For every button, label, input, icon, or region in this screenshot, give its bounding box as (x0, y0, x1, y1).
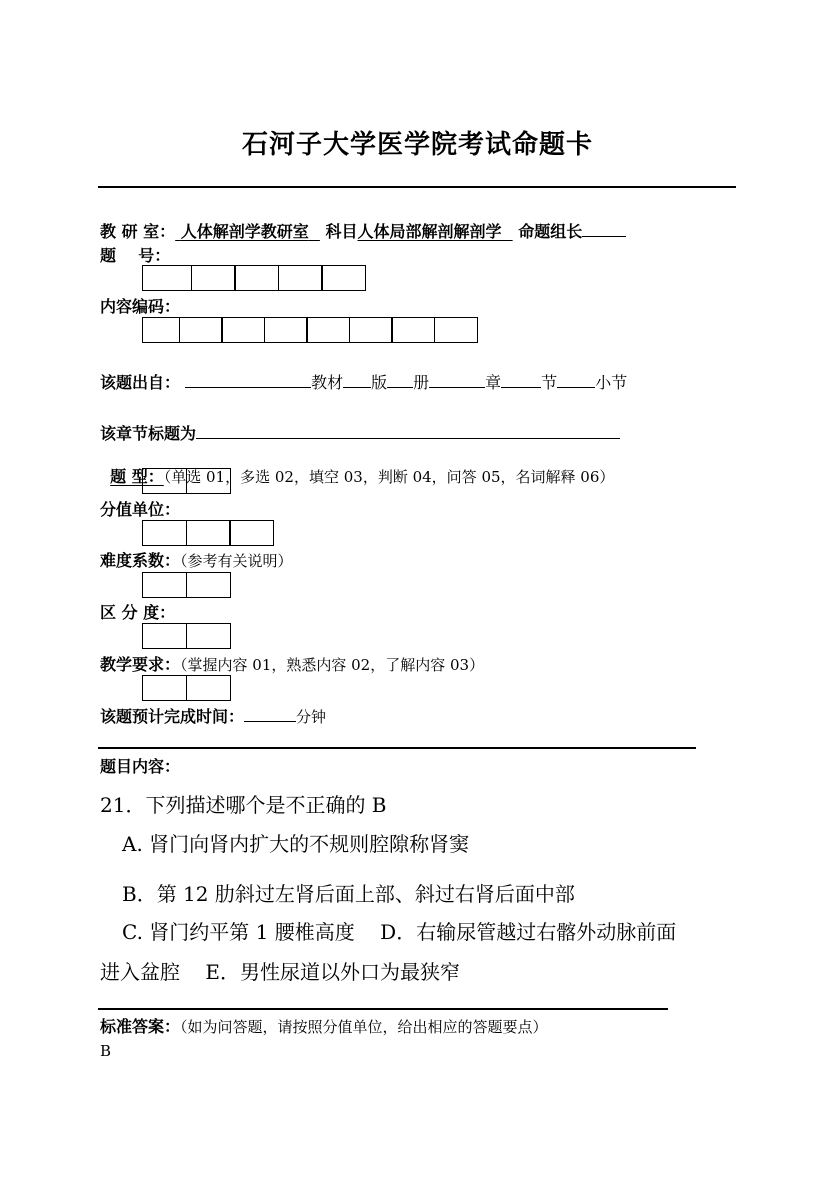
chapter-field[interactable] (501, 371, 541, 388)
qnum-boxes[interactable] (142, 265, 366, 291)
teaching-req-label: 教学要求： (100, 655, 181, 674)
qnum-box[interactable] (278, 265, 323, 291)
question-stem: 21．下列描述哪个是不正确的 B (100, 793, 387, 817)
discrimination-box[interactable] (142, 623, 187, 649)
textbook-field[interactable] (343, 371, 371, 388)
qtype-label: 题 型： (110, 467, 164, 486)
option-c-d: C. 肾门约平第 1 腰椎高度 D．右输尿管越过右髂外动脉前面 (122, 920, 677, 944)
answer-note: （如为问答题，请按照分值单位，给出相应的答题要点） (180, 1018, 548, 1036)
code-box[interactable] (391, 317, 435, 343)
chapter-text: 章 (485, 373, 502, 392)
code-box[interactable] (179, 317, 223, 343)
est-time-unit: 分钟 (296, 708, 327, 726)
edition-field[interactable] (387, 371, 413, 388)
discrimination-boxes[interactable] (142, 623, 231, 649)
difficulty-row (100, 548, 293, 571)
qnum-label: 题 号： (100, 246, 171, 265)
teaching-req-boxes[interactable] (142, 675, 231, 701)
leader-field[interactable] (582, 220, 626, 237)
content-divider (98, 747, 696, 749)
teaching-req-row (100, 652, 484, 675)
qnum-box[interactable] (321, 265, 366, 291)
score-box[interactable] (186, 520, 231, 546)
difficulty-label: 难度系数： (100, 551, 181, 570)
answer-value: B (100, 1042, 112, 1060)
answer-label: 标准答案： (100, 1017, 181, 1036)
teaching-req-box[interactable] (186, 675, 231, 701)
score-box[interactable] (229, 520, 274, 546)
header-row (100, 219, 626, 242)
source-label: 该题出自： (100, 373, 181, 392)
subsection-text: 小节 (595, 373, 628, 392)
code-box[interactable] (142, 317, 180, 343)
page-title: 石河子大学医学院考试命题卡 (241, 130, 593, 160)
qnum-box[interactable] (191, 265, 236, 291)
option-a: A. 肾门向肾内扩大的不规则腔隙称肾窦 (122, 832, 470, 856)
answer-divider (98, 1008, 668, 1010)
est-time-field[interactable] (244, 705, 296, 722)
difficulty-box[interactable] (186, 572, 231, 598)
discrimination-box[interactable] (186, 623, 231, 649)
score-unit-boxes[interactable] (142, 520, 274, 546)
difficulty-boxes[interactable] (142, 572, 231, 598)
est-time-row (100, 704, 326, 727)
qnum-box[interactable] (234, 265, 279, 291)
textbook-text: 教材 (311, 373, 344, 392)
dept-label: 教 研 室： (100, 222, 176, 241)
edition-text: 版 (371, 373, 388, 392)
code-box[interactable] (306, 317, 350, 343)
difficulty-note: （参考有关说明） (180, 552, 293, 570)
qtype-boxes[interactable] (142, 468, 231, 494)
difficulty-box[interactable] (142, 572, 187, 598)
est-time-label: 该题预计完成时间： (100, 707, 245, 726)
qnum-box[interactable] (142, 265, 192, 291)
teaching-req-box[interactable] (142, 675, 187, 701)
source-field[interactable] (185, 371, 311, 388)
code-box[interactable] (221, 317, 265, 343)
option-b: B．第 12 肋斜过左肾后面上部、斜过右肾后面中部 (122, 882, 575, 906)
content-code-label: 内容编码： (100, 297, 181, 316)
chapter-title-row (100, 421, 620, 444)
section-text: 节 (541, 373, 558, 392)
score-box[interactable] (142, 520, 187, 546)
qtype-note: （单选 01，多选 02，填空 03，判断 04，问答 05，名词解释 06） (163, 468, 615, 486)
code-box[interactable] (349, 317, 393, 343)
qtype-box[interactable] (142, 468, 187, 494)
dept-value[interactable]: 人体解剖学教研室 (180, 222, 309, 241)
source-row (100, 370, 627, 393)
teaching-req-note: （掌握内容 01，熟悉内容 02，了解内容 03） (180, 656, 485, 674)
chapter-title-field[interactable] (196, 422, 620, 439)
discrimination-label: 区 分 度： (100, 603, 176, 622)
option-e: 进入盆腔 E．男性尿道以外口为最狭窄 (100, 960, 461, 984)
subject-value[interactable]: 人体局部解剖解剖学 (357, 222, 502, 241)
score-unit-label: 分值单位： (100, 500, 181, 519)
code-box[interactable] (264, 317, 308, 343)
content-code-boxes[interactable] (142, 317, 478, 343)
chapter-title-label: 该章节标题为 (100, 424, 197, 443)
title-divider (98, 186, 736, 188)
answer-row (100, 1014, 548, 1037)
code-box[interactable] (434, 317, 478, 343)
leader-label: 命题组长 (518, 222, 583, 241)
volume-field[interactable] (429, 371, 485, 388)
section-field[interactable] (557, 371, 595, 388)
qtype-box[interactable] (186, 468, 231, 494)
content-label: 题目内容： (100, 757, 181, 776)
volume-text: 册 (413, 373, 430, 392)
subject-label: 科目 (325, 222, 358, 241)
